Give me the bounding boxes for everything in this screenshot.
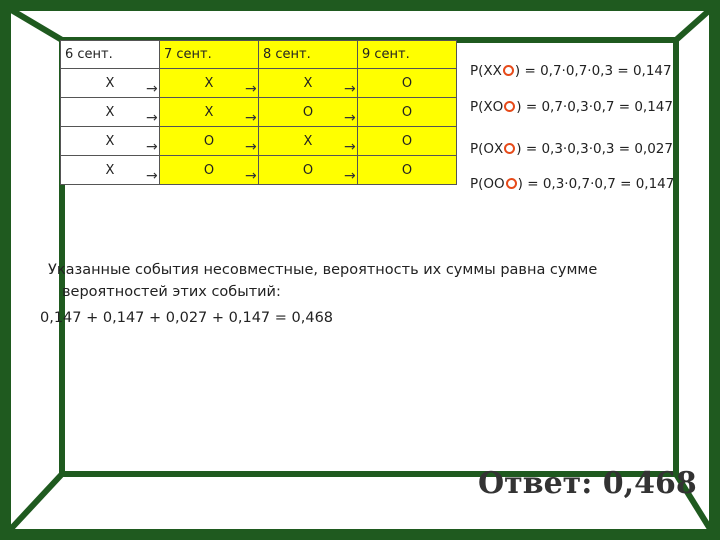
arrow-icon: →	[146, 110, 158, 126]
table-cell	[61, 69, 160, 98]
cell-value: О	[302, 104, 314, 120]
probability-formula: ) = 0,3·0,7·0,7 = 0,147	[517, 176, 675, 192]
table-cell	[344, 69, 457, 98]
circle-marker-icon	[506, 178, 517, 189]
table-cell	[245, 127, 358, 156]
probability-line	[470, 63, 672, 79]
arrow-icon: →	[344, 81, 356, 97]
table-cell	[344, 127, 457, 156]
circle-marker-icon	[504, 143, 515, 154]
table-cell	[61, 127, 160, 156]
cell-value: Х	[105, 75, 115, 91]
table-row	[61, 127, 457, 156]
cell-value: О	[401, 75, 413, 91]
table-row	[61, 156, 457, 185]
table-cell	[344, 156, 457, 185]
sum-formula: 0,147 + 0,147 + 0,027 + 0,147 = 0,468	[40, 310, 334, 326]
table-cell	[61, 98, 160, 127]
statement-line-2: вероятностей этих событий:	[62, 284, 281, 300]
header-cell-2: 7 сент.	[160, 41, 259, 69]
cell-value: О	[401, 104, 413, 120]
arrow-icon: →	[146, 139, 158, 155]
statement-text	[48, 259, 648, 303]
cell-value: О	[203, 162, 215, 178]
arrow-icon: →	[344, 168, 356, 184]
answer-text: Ответ: 0,468	[478, 466, 697, 501]
table-cell	[146, 127, 259, 156]
weather-table	[60, 40, 457, 185]
circle-marker-icon	[503, 65, 514, 76]
probability-line	[470, 99, 673, 115]
arrow-icon: →	[146, 81, 158, 97]
cell-value: Х	[303, 133, 313, 149]
circle-marker-icon	[504, 101, 515, 112]
probability-formula: ) = 0,7·0,7·0,3 = 0,147	[514, 63, 672, 79]
probability-line	[470, 141, 673, 157]
header-cell-3: 8 сент.	[259, 41, 358, 69]
table-cell	[146, 69, 259, 98]
cell-value: О	[203, 133, 215, 149]
arrow-icon: →	[245, 168, 257, 184]
cell-value: Х	[105, 104, 115, 120]
probability-prefix: Р(ОХ	[470, 141, 504, 157]
probability-line	[470, 176, 674, 192]
table-cell	[344, 98, 457, 127]
table-cell	[245, 98, 358, 127]
cell-value: О	[302, 162, 314, 178]
statement-line-1: Указанные события несовместные, вероятность их суммы равна сумме	[48, 262, 598, 278]
table-cell	[245, 69, 358, 98]
header-cell-1: 6 сент.	[61, 41, 160, 69]
header-cell-4: 9 сент.	[358, 41, 457, 69]
arrow-icon: →	[245, 110, 257, 126]
arrow-icon: →	[344, 110, 356, 126]
cell-value: Х	[204, 75, 214, 91]
arrow-icon: →	[146, 168, 158, 184]
probability-formula: ) = 0,7·0,3·0,7 = 0,147	[516, 99, 673, 115]
table-row	[61, 69, 457, 98]
table-header-row	[61, 41, 457, 69]
table-cell	[61, 156, 160, 185]
table-cell	[146, 156, 259, 185]
probability-formula: ) = 0,3·0,3·0,3 = 0,027	[516, 141, 673, 157]
cell-value: Х	[105, 133, 115, 149]
cell-value: Х	[105, 162, 115, 178]
probability-prefix: Р(ХХ	[470, 63, 502, 79]
cell-value: О	[401, 162, 413, 178]
probability-prefix: Р(ОО	[470, 176, 505, 192]
cell-value: Х	[204, 104, 214, 120]
probability-prefix: Р(ХО	[470, 99, 504, 115]
arrow-icon: →	[245, 139, 257, 155]
table-cell	[146, 98, 259, 127]
cell-value: О	[401, 133, 413, 149]
table-row	[61, 98, 457, 127]
cell-value: Х	[303, 75, 313, 91]
arrow-icon: →	[344, 139, 356, 155]
table-cell	[245, 156, 358, 185]
arrow-icon: →	[245, 81, 257, 97]
